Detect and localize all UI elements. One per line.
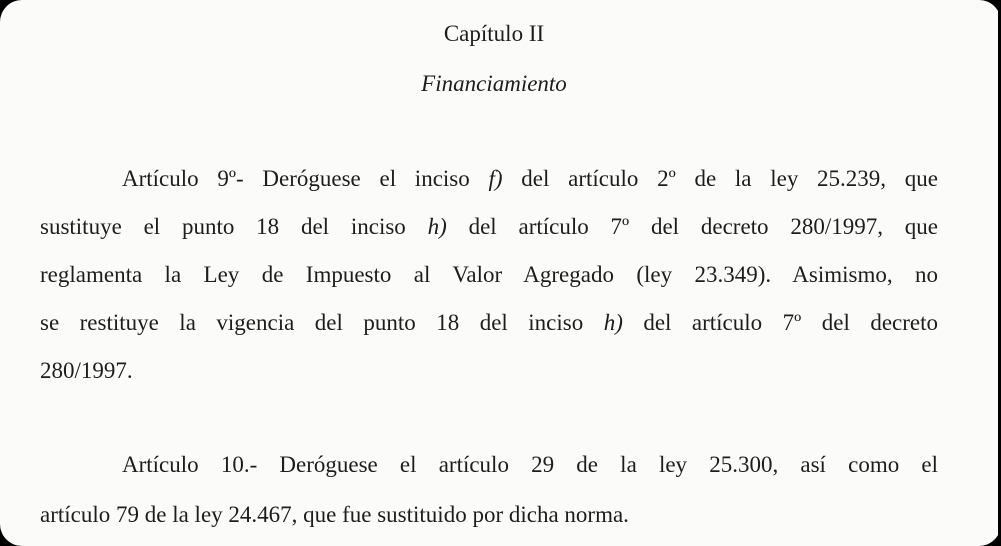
article-line <box>122 451 938 479</box>
text-run: se restituye la vigencia del punto 18 del inciso <box>40 310 604 335</box>
italic-inciso-ref: h) <box>427 214 447 239</box>
article-line <box>40 309 938 337</box>
article-line <box>40 213 938 241</box>
article-line <box>40 357 938 385</box>
text-run: reglamenta la Ley de Impuesto al Valor Agregado (ley 23.349). Asimismo, no <box>40 262 938 287</box>
text-run: Artículo 9º- Deróguese el inciso <box>122 166 489 191</box>
text-run: Artículo 10.- Deróguese el artículo 29 de la ley 25.300, así como el <box>122 452 938 477</box>
italic-inciso-ref: f) <box>488 166 503 191</box>
text-run: artículo 79 de la ley 24.467, que fue sustituido por dicha norma. <box>40 502 629 527</box>
article-line <box>122 165 938 193</box>
article-line <box>40 501 938 529</box>
chapter-subtitle: Financiamiento <box>421 71 567 96</box>
text-run: del artículo 7º del decreto 280/1997, que <box>446 214 938 239</box>
text-run: del artículo 2º de la ley 25.239, que <box>502 166 938 191</box>
text-run: del artículo 7º del decreto <box>622 310 938 335</box>
italic-inciso-ref: h) <box>603 310 623 335</box>
chapter-title: Capítulo II <box>443 21 545 46</box>
article-line <box>40 261 938 289</box>
text-run: sustituye el punto 18 del inciso <box>40 214 428 239</box>
text-run: 280/1997. <box>40 358 133 383</box>
